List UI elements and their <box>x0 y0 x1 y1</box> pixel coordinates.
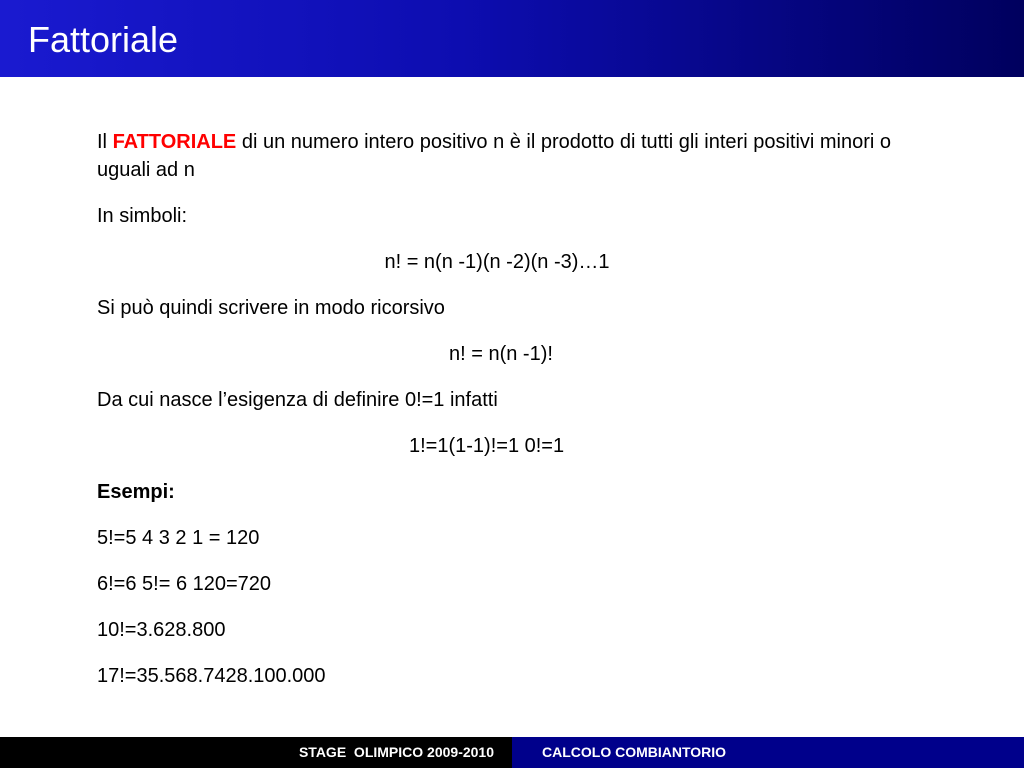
formula-zero: 1!=1(1-1)!=1 0!=1 <box>409 435 565 457</box>
recursive-label: Si può quindi scrivere in modo ricorsivo <box>97 297 445 319</box>
example-item: 5!=5 4 3 2 1 = 120 <box>97 527 260 549</box>
example-item: 17!=35.568.7428.100.000 <box>97 665 326 687</box>
example-item: 10!=3.628.800 <box>97 619 226 641</box>
footer-bar <box>0 737 1024 768</box>
footer-right-panel <box>512 737 1024 768</box>
formula-full: n! = n(n -1)(n -2)(n -3)…1 <box>384 251 610 273</box>
intro-rest: di un numero intero positivo n è il prodotto di tutti gli interi positivi minori o uguali ad n <box>97 131 892 181</box>
slide-title: Fattoriale <box>28 19 179 60</box>
zero-label: Da cui nasce l’esigenza di definire 0!=1 infatti <box>97 389 498 411</box>
intro-paragraph <box>97 128 897 184</box>
title-bar <box>0 0 1024 77</box>
footer-topic-label: CALCOLO COMBIANTORIO <box>542 744 727 760</box>
slide-content <box>97 128 897 690</box>
footer-event-label: STAGE OLIMPICO 2009-2010 <box>298 744 494 760</box>
formula-recursive: n! = n(n -1)! <box>449 343 553 365</box>
intro-prefix: Il <box>97 131 113 153</box>
footer-left-panel <box>0 737 512 768</box>
examples-heading: Esempi: <box>97 481 175 503</box>
symbols-label: In simboli: <box>97 205 188 227</box>
intro-highlight: FATTORIALE <box>112 131 237 153</box>
example-item: 6!=6 5!= 6 120=720 <box>97 573 272 595</box>
